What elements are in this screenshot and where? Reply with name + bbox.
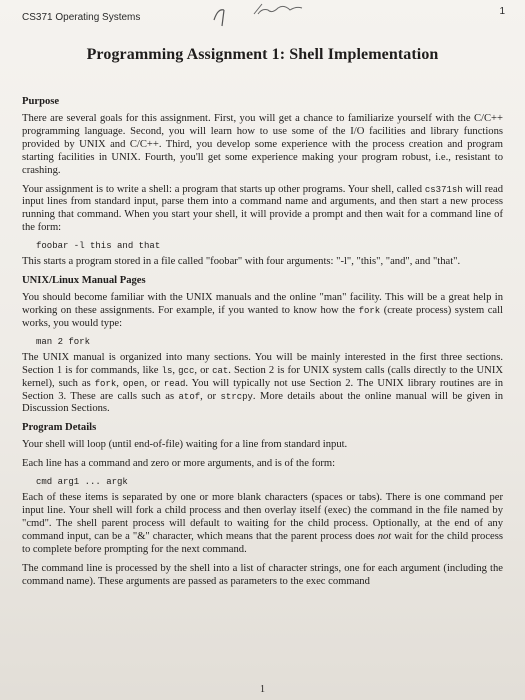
details-paragraph-2: Each line has a command and zero or more arguments, and is of the form: <box>22 458 336 470</box>
fork-syscall-code: fork <box>94 378 117 389</box>
man-command-code: man 2 fork <box>36 336 91 347</box>
manual-paragraph-2 <box>22 352 503 417</box>
manual-section <box>22 275 503 416</box>
manual-p2-sep-2: , or <box>194 364 213 376</box>
strcpy-code: strcpy <box>220 391 253 402</box>
fork-code: fork <box>358 305 381 316</box>
manual-heading: UNIX/Linux Manual Pages <box>22 275 146 287</box>
manual-paragraph-1 <box>22 292 503 331</box>
manual-p2-sep-8: . More details about the online manual will be given in Discussion Sections. <box>22 390 504 415</box>
purpose-heading: Purpose <box>22 96 60 107</box>
page-title: Programming Assignment 1: Shell Implementation <box>86 46 439 63</box>
details-section <box>22 422 503 588</box>
manual-p2-sep-5: , or <box>144 377 164 389</box>
purpose-p2-text-a: Your assignment is to write a shell: a program that starts up other programs. Your shell, called <box>22 183 425 195</box>
course-header: CS371 Operating Systems <box>22 12 141 23</box>
example-command-code: foobar -l this and that <box>36 241 161 252</box>
details-paragraph-1: Your shell will loop (until end-of-file) waiting for a line from standard input. <box>22 439 348 451</box>
details-p3-text-b: wait for the child process to complete before prompting for the next command. <box>22 530 503 555</box>
manual-p1-text-a: You should become familiar with the UNIX manuals and the online "man" facility. This will be a great help in working on these assignments. For example, if you wanted to know how the <box>22 292 503 316</box>
footer-page-number: 1 <box>260 684 265 695</box>
manual-p2-sep-3: . Section 2 is for UNIX system calls (calls directly to the UNIX kernel), such as <box>22 364 503 389</box>
manual-p2-text-a: The UNIX manual is organized into many sections. You will be mainly interested in the first three sections. Section 1 is for commands, like <box>22 351 503 376</box>
manual-p2-sep-7: , or <box>200 390 221 402</box>
document-body <box>22 96 503 595</box>
details-p3-text-a: Each of these items is separated by one or more blank characters (spaces or tabs). There is one command per input line. Your shell will fork a child process and then overlay itself (exec) the command in the file named by "cmd". The shell parent process will default to waiting for the child process. Optionally, at the end of any command input, can be a "&" character, which means that the parent process does <box>22 492 503 542</box>
manual-p2-sep-6: . You will typically not use Section 2. The UNIX library routines are in Section 3. These are calls such as <box>22 377 504 402</box>
purpose-paragraph-3: This starts a program stored in a file called "foobar" with four arguments: "-l", "this", "and", and "that". <box>22 256 461 268</box>
cat-code: cat <box>212 365 229 376</box>
handwritten-annotation <box>210 0 320 30</box>
ls-code: ls <box>161 365 173 376</box>
header-page-number: 1 <box>499 6 505 17</box>
details-paragraph-4: The command line is processed by the shell into a list of character strings, one for each argument (including the command name). These arguments are passed as parameters to the exec command <box>22 562 503 587</box>
open-code: open <box>122 378 145 389</box>
emphasis-not: not <box>377 530 392 542</box>
shell-name-code: cs371sh <box>424 184 463 195</box>
manual-p2-sep-1: , <box>172 364 179 376</box>
manual-p1-text-b: (create process) system call works, you would type: <box>22 304 503 329</box>
details-paragraph-3 <box>22 492 503 557</box>
purpose-p2-text-b: will read input lines from standard input, parse them into a command name and arguments, and then start a new process running that command. When you start your shell, it will provide a prompt and then wait for a command line of the form: <box>22 183 504 234</box>
manual-p2-sep-4: , <box>116 377 123 389</box>
read-code: read <box>163 378 186 389</box>
details-heading: Program Details <box>22 422 97 434</box>
gcc-code: gcc <box>178 365 195 376</box>
purpose-section <box>22 96 503 269</box>
command-form-code: cmd arg1 ... argk <box>36 477 128 488</box>
purpose-paragraph-1: There are several goals for this assignment. First, you will get a chance to familiarize yourself with the C/C++ programming language. Second, you will learn how to use some of the I/O facilities and library functions provided by UNIX and C/C++. Third, you develop some experience with the process creation and program starting facilities in UNIX. Fourth, you'll get some experience making your program robust, i.e., resistant to crashing. <box>22 112 503 176</box>
purpose-paragraph-2 <box>22 184 503 236</box>
atof-code: atof <box>178 391 201 402</box>
